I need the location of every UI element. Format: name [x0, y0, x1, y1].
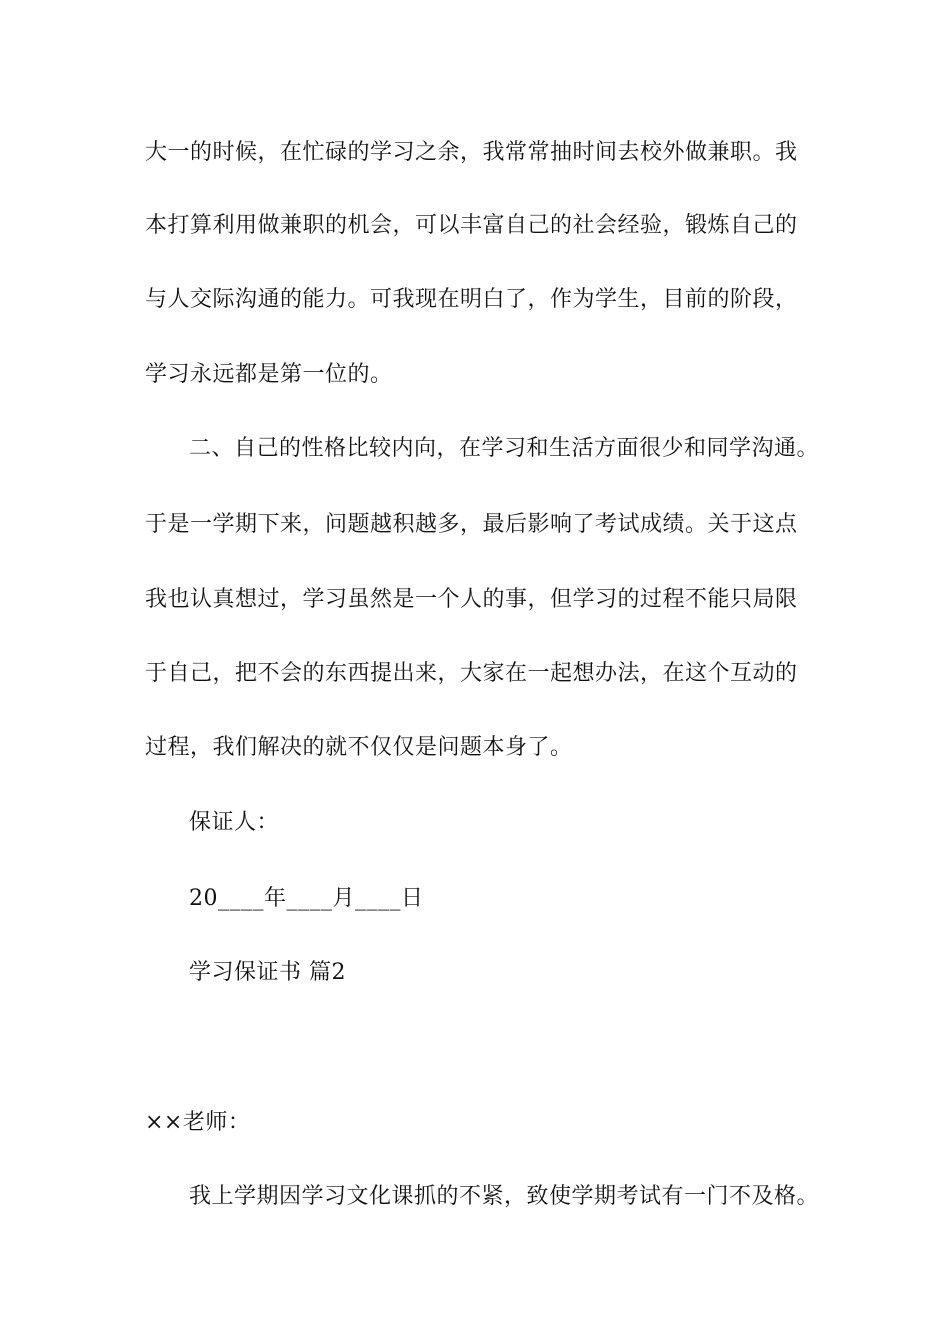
- body-text-line: 于自己，把不会的东西提出来，大家在一起想办法，在这个互动的: [145, 661, 798, 686]
- body-text-line: 于是一学期下来，问题越积越多，最后影响了考试成绩。关于这点: [145, 512, 798, 537]
- body-text-line: 过程，我们解决的就不仅仅是问题本身了。: [145, 735, 573, 760]
- salutation: ××老师：: [145, 1110, 251, 1135]
- body-text-line: 二、自己的性格比较内向，在学习和生活方面很少和同学沟通。: [189, 436, 820, 461]
- body-text-line: 大一的时候，在忙碌的学习之余，我常常抽时间去校外做兼职。我: [145, 140, 798, 165]
- body-text-line: 我也认真想过，学习虽然是一个人的事，但学习的过程不能只局限: [145, 587, 798, 612]
- section-heading: 学习保证书 篇2: [189, 960, 346, 985]
- body-text-line: 本打算利用做兼职的机会，可以丰富自己的社会经验，锻炼自己的: [145, 213, 798, 238]
- body-text-line: 我上学期因学习文化课抓的不紧，致使学期考试有一门不及格。: [189, 1184, 820, 1209]
- guarantor-label: 保证人：: [189, 810, 280, 835]
- date-line: 20____年____月____日: [189, 886, 424, 911]
- body-text-line: 学习永远都是第一位的。: [145, 362, 393, 387]
- body-text-line: 与人交际沟通的能力。可我现在明白了，作为学生，目前的阶段，: [145, 287, 798, 312]
